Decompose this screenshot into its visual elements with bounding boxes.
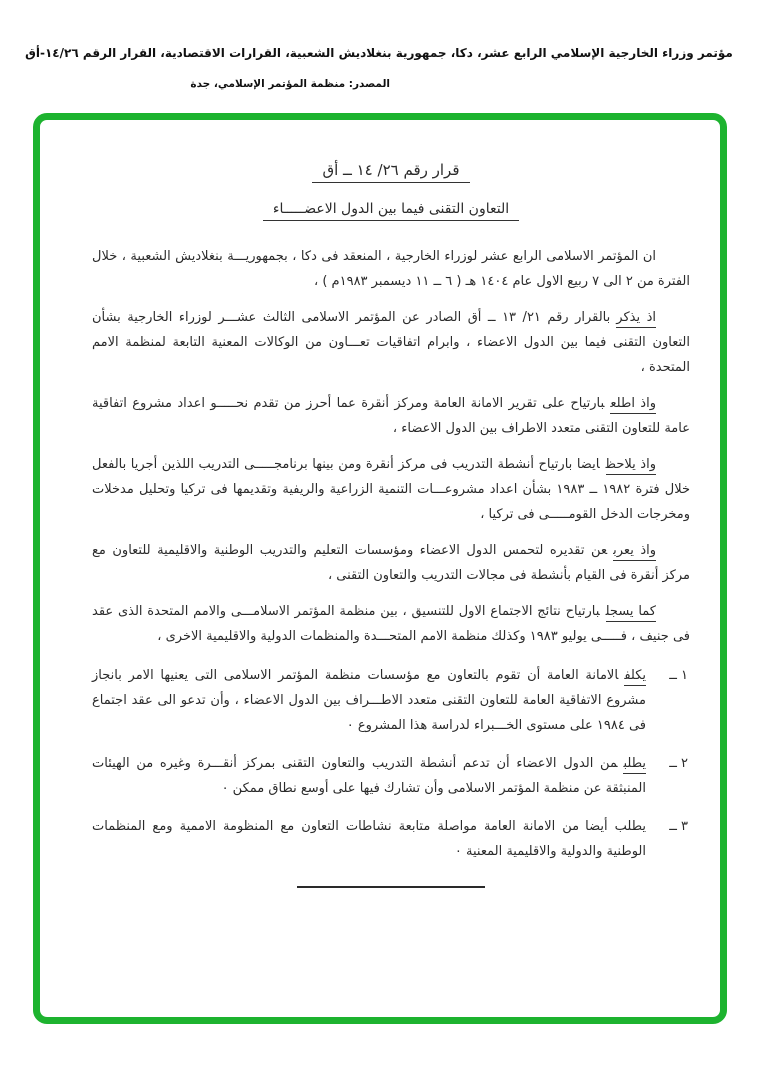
paragraph-text: ايضا بارتياح أنشطة التدريب فى مركز أنقرة ومن بينها برنامجـــــى التدريب اللذين أجريا بالفعل خلال فترة ١٩٨٢ ــ ١٩٨٣ بشأن اعداد مشروعـــات التنمية الزراعية والريفية وتقديمها فى تركيا وتحليل مدخلات ومخرجات الدخل القومـــــى فى تركيا ، (92, 457, 690, 522)
preamble-paragraph (92, 452, 690, 527)
item-text: من الامانة العامة مواصلة متابعة نشاطات التعاون مع المنظومة الاممية ومع المنظمات الوطنية والدولية والاقليمية المعنية ٠ (92, 819, 646, 859)
document-source: المصدر: منظمة المؤتمر الإسلامي، جدة (190, 78, 390, 90)
lead-phrase: يطلب (623, 756, 646, 774)
opening-paragraph: ان المؤتمر الاسلامى الرابع عشر لوزراء الخارجية ، المنعقد فى دكا ، بجمهوريـــة بنغلاديش الشعبية ، خلال الفترة من ٢ الى ٧ ربيع الاول عام ١٤٠٤ هـ ( ٦ ــ ١١ ديسمبر ١٩٨٣م ) ، (92, 249, 690, 289)
preamble-paragraph (92, 391, 690, 441)
item-number: ٢ ــ (669, 756, 688, 771)
preamble-paragraph (92, 538, 690, 588)
document-body (40, 120, 720, 1017)
lead-phrase: يطلب أيضا (585, 819, 646, 834)
item-text: من الدول الاعضاء أن تدعم أنشطة التدريب والتعاون التقنى بمركز أنقـــرة وغيره من الهيئات المنبثقة عن منظمة المؤتمر الاسلامى وأن تشارك فيها على أوسع نطاق ممكن ٠ (92, 756, 646, 796)
item-body (92, 751, 646, 801)
lead-phrase: يكلف (624, 668, 646, 686)
operative-item (92, 751, 690, 801)
resolution-subject-title (92, 197, 690, 222)
document-caption: مؤتمر وزراء الخارجية الإسلامي الرابع عشر، دكا، جمهورية بنغلاديش الشعبية، القرارات الاقتصادية، القرار الرقم ١٤/٢٦-أق (25, 46, 733, 60)
paragraph-text: بالقرار رقم ٢١/ ١٣ ــ أق الصادر عن المؤتمر الاسلامى الثالث عشـــر لوزراء الخارجية بشأن التعاون التقنى فيما بين الدول الاعضاء ، وابرام اتفاقيات تعـــاون من الوكالات المعنية التابعة لمنظمة الامم المتحدة ، (92, 310, 690, 375)
item-number: ١ ــ (669, 668, 688, 683)
item-body (92, 814, 646, 864)
paragraph-text: عن تقديره لتحمس الدول الاعضاء ومؤسسات التعليم والتدريب الوطنية والاقليمية للتعاون مع مركز أنقرة فى القيام بأنشطة فى مجالات التدريب والتعاون التقنى ، (92, 543, 690, 583)
operative-item (92, 814, 690, 864)
paragraph-text: بارتياح نتائج الاجتماع الاول للتنسيق ، بين منظمة المؤتمر الاسلامـــى والامم المتحدة الذى عقد فى جنيف ، فـــــى يوليو ١٩٨٣ وكذلك منظمة الامم المتحـــدة والمنظمات الدولية والاقليمية الاخرى ، (92, 604, 690, 644)
operative-items-list (92, 663, 690, 864)
item-body (92, 663, 646, 738)
resolution-subject-text: التعاون التقنى فيما بين الدول الاعضـــــاء (263, 201, 519, 221)
lead-phrase: كما يسجل (606, 604, 656, 622)
lead-phrase: واذ يعرب (613, 543, 656, 561)
lead-phrase: واذ يلاحظ (606, 457, 656, 475)
preamble-paragraph (92, 599, 690, 649)
paragraph-text: بارتياح على تقرير الامانة العامة ومركز أنقرة عما أحرز من تقدم نحـــــو اعداد مشروع اتفاقية عامة للتعاون التقنى متعدد الاطراف بين الدول الاعضاء ، (92, 396, 690, 436)
preamble-paragraph (92, 305, 690, 380)
resolution-number-text: قرار رقم ٢٦/ ١٤ ــ أق (312, 161, 469, 183)
operative-item (92, 663, 690, 738)
item-text: الامانة العامة أن تقوم بالتعاون مع مؤسسات منظمة المؤتمر الاسلامى التى يعنيها الامر بانجاز مشروع الاتفاقية العامة للتعاون التقنى متعدد الاطـــراف بين الدول الاعضاء ، وأن تدعو الى عقد اجتماع فى ١٩٨٤ على مستوى الخـــبراء لدراسة هذا المشروع ٠ (92, 668, 646, 733)
bottom-divider-line (297, 886, 485, 888)
lead-phrase: اذ يذكر (616, 310, 656, 328)
item-number: ٣ ــ (669, 819, 688, 834)
green-document-border (33, 113, 727, 1024)
lead-phrase: واذ اطلع (610, 396, 656, 414)
resolution-number-title (92, 158, 690, 183)
